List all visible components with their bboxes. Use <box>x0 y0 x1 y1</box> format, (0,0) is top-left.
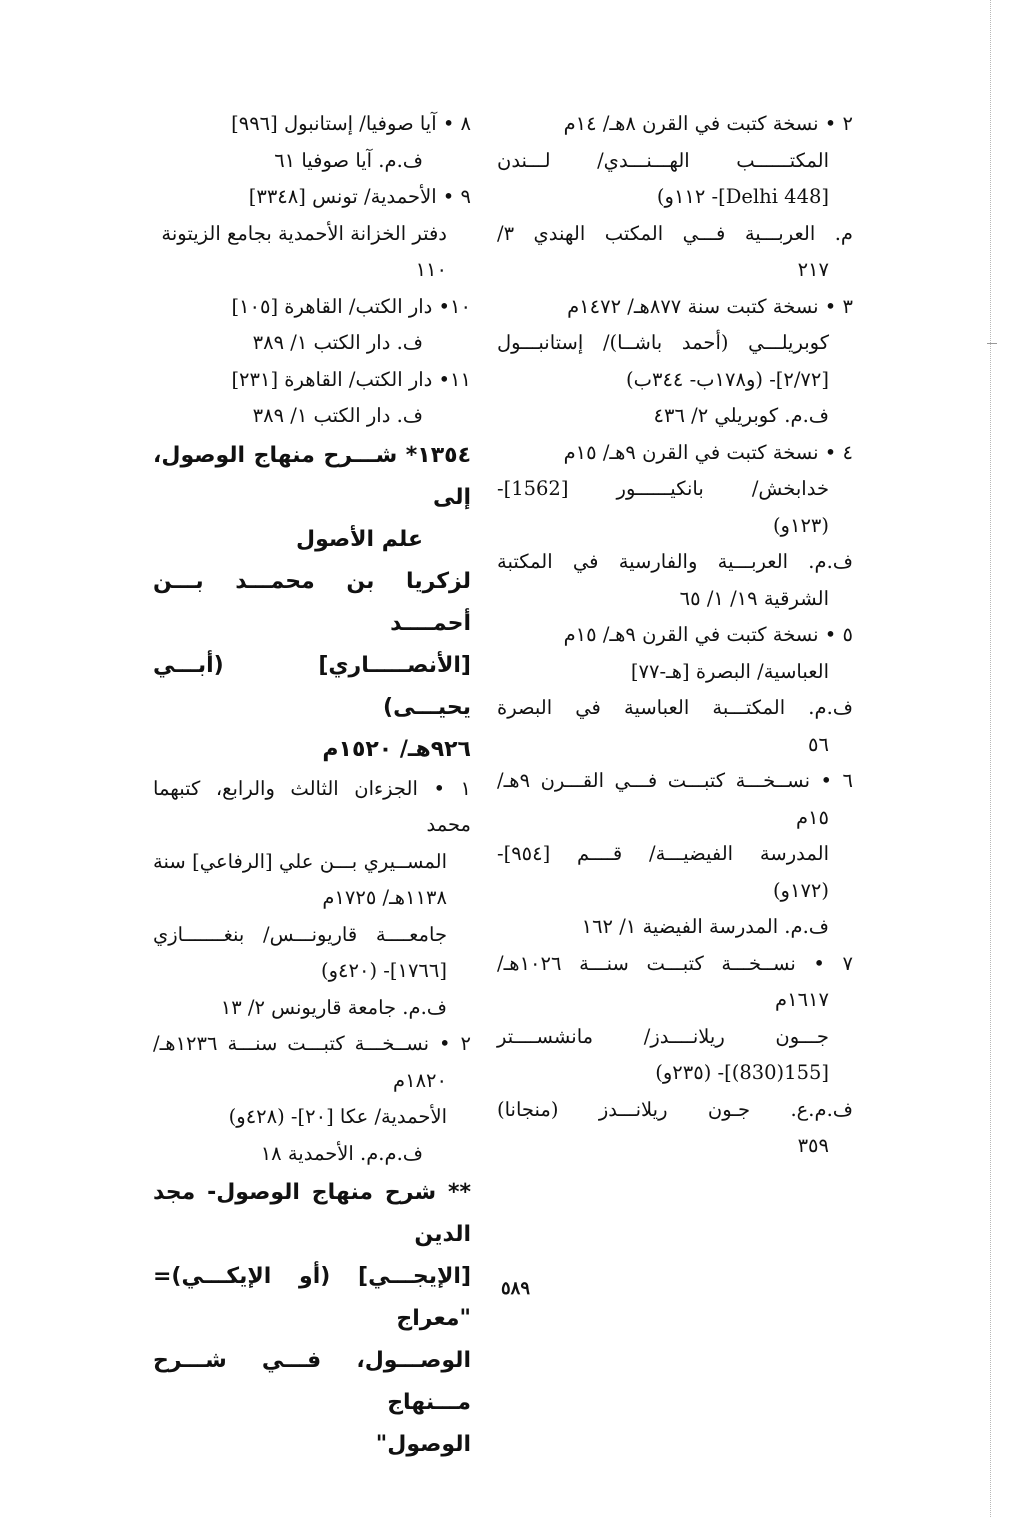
right-column-line: ١٥م <box>795 805 829 829</box>
left-column-line: ف. دار الكتب ١/ ٣٨٩ <box>252 404 423 427</box>
left-column-line: ف.م. آيا صوفيا ٦١ <box>274 148 423 172</box>
left-column-line: ف.م. جامعة قاريونس ٢/ ١٣ <box>220 995 447 1019</box>
left-column-title-line: الوصـــول، فـــي شـــرح مـــنهاج <box>153 1348 471 1415</box>
left-column-line: [١٧٦٦]- (٤٢٠و) <box>321 959 447 982</box>
right-column-line: خدابخش/ بانكيــــــور [1562]- <box>497 477 829 500</box>
right-column-line: جـــون ريلانــــدز/ مانشســــتر <box>497 1024 829 1048</box>
left-column-line: الأحمدية/ عكا [٢٠]- (٤٢٨و) <box>228 1105 447 1128</box>
right-column-line: كوبريلـــي (أحمد باشــا)/ إستانبـــول <box>497 331 829 354</box>
right-column-line: الشرقية ١٩/ ١/ ٦٥ <box>679 586 829 610</box>
right-column-line: (١٧٢و) <box>772 878 829 902</box>
left-column-title-line: [الأنصـــــاري] (أبـــي يحيـــى) <box>153 652 471 720</box>
left-column <box>153 106 471 1466</box>
right-column-line: ٢١٧ <box>797 258 829 281</box>
left-column-title-line: علم الأصول <box>296 526 423 552</box>
right-column-line: ١٦١٧م <box>775 988 829 1011</box>
right-column-line: ٧ • نســخـــة كتبـــت سنـــة ١٠٢٦هـ/ <box>497 951 853 975</box>
page-number: ٥٨٩ <box>500 1278 530 1299</box>
left-column-line: دفتر الخزانة الأحمدية بجامع الزيتونة <box>161 221 447 245</box>
right-column-line: (١٢٣و) <box>772 513 829 537</box>
right-column <box>497 106 853 1165</box>
scan-margin-tick <box>987 343 997 344</box>
right-column-line: ٦ • نســخـــة كتبـــت فـــي القـــرن ٩هـ/ <box>497 769 853 792</box>
left-column-title-line: ** شرح منهاج الوصول- مجد الدين <box>153 1180 471 1247</box>
left-column-title-line: ١٣٥٤* شـــرح منهاج الوصول، إلى <box>153 442 471 510</box>
left-column-line: ٢ • نســخـــة كتبـــت سنـــة ١٢٣٦هـ/ <box>153 1032 471 1055</box>
right-column-line: ف.م. المكتـــبة العباسية في البصرة <box>497 696 853 719</box>
left-column-line: ٩ • الأحمدية/ تونس [٣٣٤٨] <box>248 185 471 208</box>
left-column-line: ١١• دار الكتب/ القاهرة [٢٣١] <box>231 367 471 391</box>
left-column-line: المســيري بـــن علي [الرفاعي] سنة <box>153 849 447 873</box>
left-column-title-line: لزكريا بن محمـــد بـــن أحمــــد <box>153 568 471 636</box>
right-column-line: المدرسة الفيضيـــة/ قــــم [٩٥٤]- <box>497 842 829 865</box>
right-column-line: ف.م. المدرسة الفيضية ١/ ١٦٢ <box>581 915 829 938</box>
left-column-line: جامعــــة قاريونـــس/ بنغـــــــازي <box>153 922 447 946</box>
left-column-title-line: الوصول" <box>375 1432 471 1457</box>
left-column-line: ١١٠ <box>415 258 447 281</box>
left-column-line: ف. دار الكتب ١/ ٣٨٩ <box>252 331 423 354</box>
right-column-line: ٥ • نسخة كتبت في القرن ٩هـ/ ١٥م <box>563 623 853 646</box>
right-column-line: المكتــــــب الهـــنـــدي/ لـــندن <box>497 148 829 172</box>
right-column-line: ف.م. العربـــية والفارسية في المكتبة <box>497 550 853 573</box>
left-column-line: ١٠• دار الكتب/ القاهرة [١٠٥] <box>231 294 471 318</box>
right-column-line: ٣٥٩ <box>797 1134 829 1157</box>
left-column-line: ١٨٢٠م <box>393 1068 447 1092</box>
right-column-line: ٥٦ <box>808 732 829 756</box>
right-column-line: ٢ • نسخة كتبت في القرن ٨هـ/ ١٤م <box>563 112 853 135</box>
left-column-line: ٨ • آيا صوفيا/ إستانبول [٩٩٦] <box>231 112 471 135</box>
right-column-line: ٣ • نسخة كتبت سنة ٨٧٧هـ/ ١٤٧٢م <box>567 294 853 318</box>
right-column-line: العباسية/ البصرة [هـ-٧٧] <box>630 659 829 683</box>
left-column-line: ١١٣٨هـ/ ١٧٢٥م <box>322 886 447 909</box>
left-column-title-line: ٩٢٦هـ/ ١٥٢٠م <box>322 736 471 762</box>
right-column-line: م. العربـــية فـــي المكتب الهندي ٣/ <box>497 221 853 245</box>
right-column-line: ف.م. كوبريلي ٢/ ٤٣٦ <box>653 404 829 427</box>
right-column-line: [Delhi 448]- ١١٢و) <box>656 185 829 208</box>
right-column-line: ٤ • نسخة كتبت في القرن ٩هـ/ ١٥م <box>563 440 853 464</box>
left-column-line: ف.م.م. الأحمدية ١٨ <box>260 1141 423 1165</box>
right-column-line: ف.م.ع. جـون ريلانـــدز (منجانا) <box>497 1097 853 1121</box>
right-column-line: [٢/٧٢]- (و١٧٨ب- ٣٤٤ب) <box>626 367 829 391</box>
right-column-line: [155(830)]- (٢٣٥و) <box>655 1061 829 1084</box>
left-column-title-line: [الإيجـــي] (أو الإيكـــي)= "معراج <box>153 1264 471 1331</box>
left-column-line: ١ • الجزءان الثالث والرابع، كتبهما محمد <box>153 776 471 836</box>
